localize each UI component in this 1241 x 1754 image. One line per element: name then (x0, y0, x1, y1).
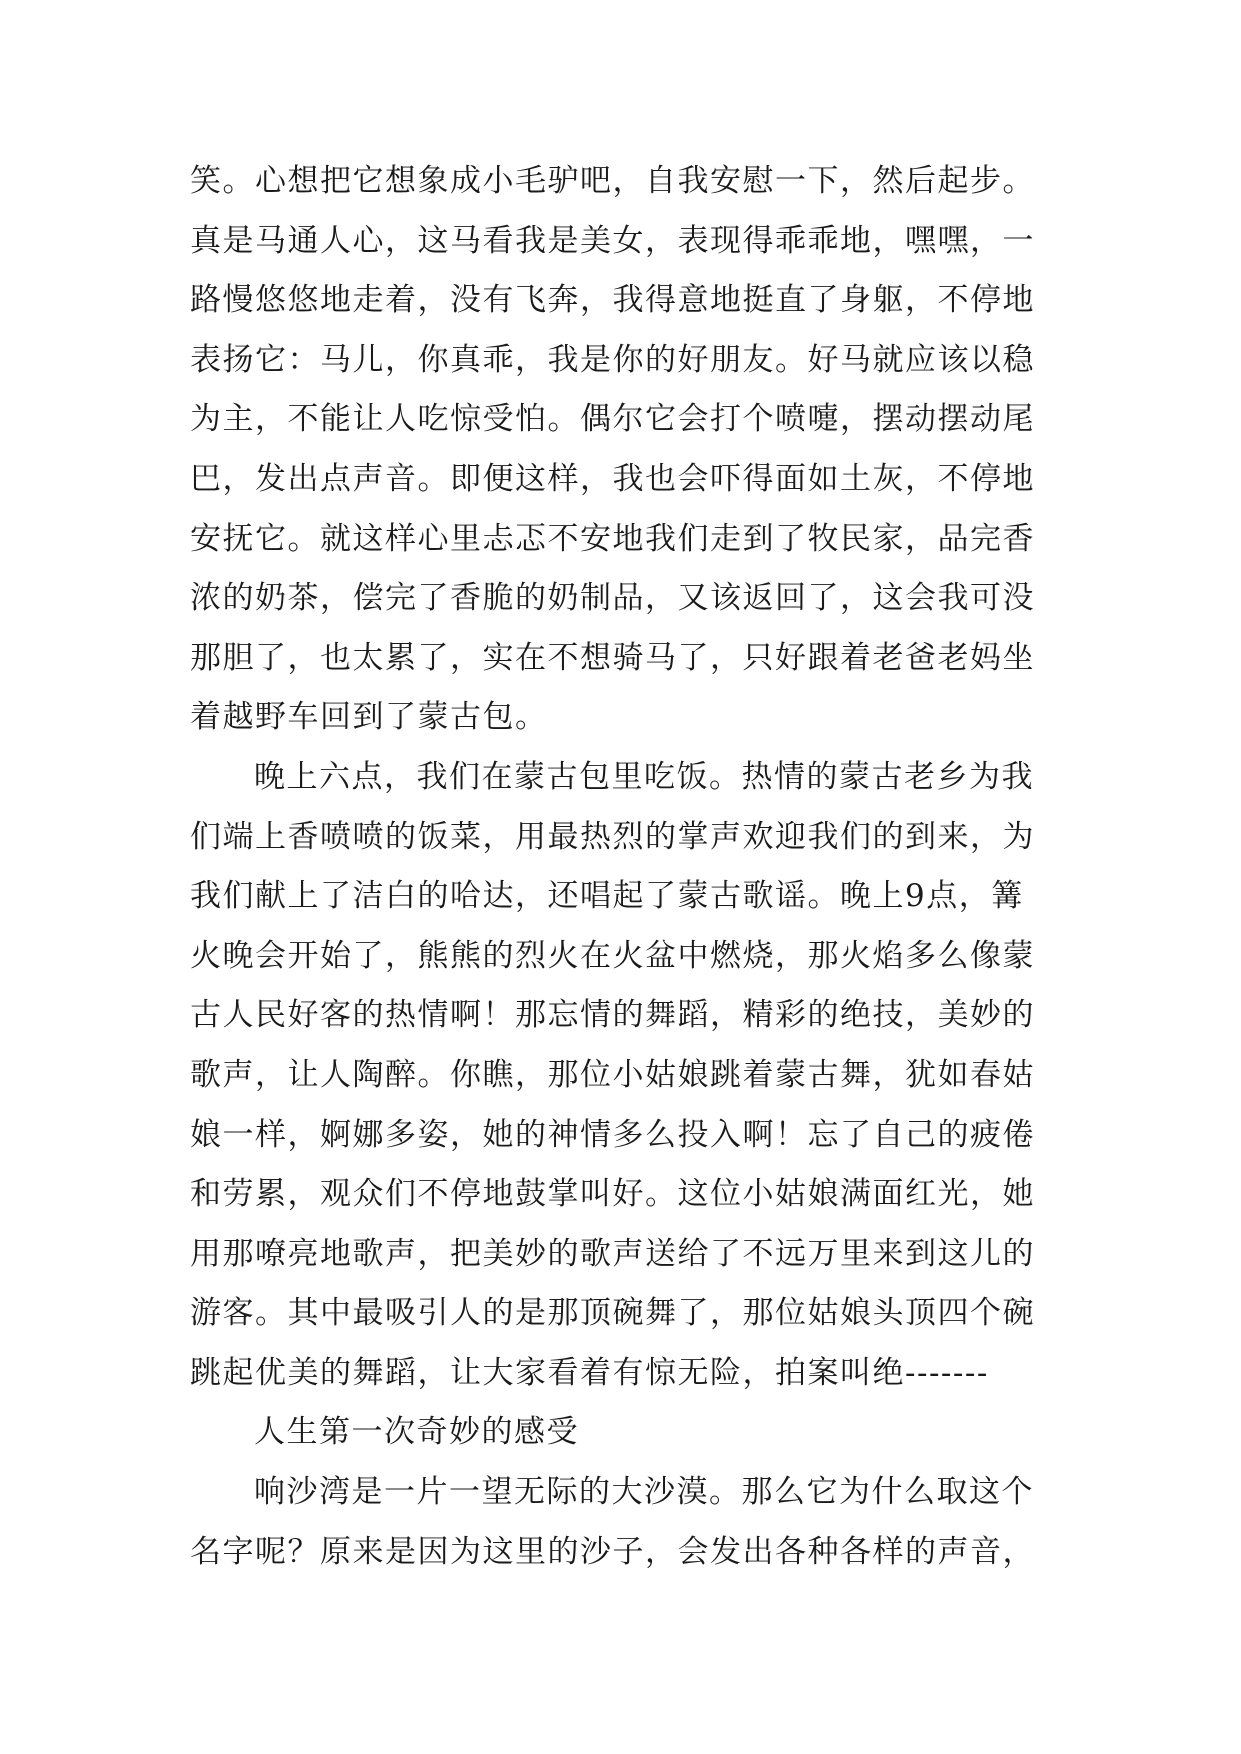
text-line: 巴，发出点声音。即便这样，我也会吓得面如土灰，不停地 (190, 460, 1035, 497)
text-line: 路慢悠悠地走着，没有飞奔，我得意地挺直了身躯，不停地 (190, 282, 1035, 319)
text-line: 们端上香喷喷的饭菜，用最热烈的掌声欢迎我们的到来，为 (190, 818, 1035, 855)
text-line: 跳起优美的舞蹈，让大家看着有惊无险，拍案叫绝------- (190, 1354, 989, 1391)
text-line: 笑。心想把它想象成小毛驴吧，自我安慰一下，然后起步。 (190, 163, 1035, 199)
text-line: 游客。其中最吸引人的是那顶碗舞了，那位姑娘头顶四个碗 (190, 1295, 1035, 1332)
text-line: 古人民好客的热情啊！那忘情的舞蹈，精彩的绝技，美妙的 (190, 997, 1035, 1034)
text-line: 娘一样，婀娜多姿，她的神情多么投入啊！忘了自己的疲倦 (190, 1116, 1035, 1153)
text-line: 我们献上了洁白的哈达，还唱起了蒙古歌谣。晚上9点，篝 (190, 878, 1024, 915)
text-line: 表扬它：马儿，你真乖，我是你的好朋友。好马就应该以稳 (190, 341, 1035, 378)
text-line: 和劳累，观众们不停地鼓掌叫好。这位小姑娘满面红光，她 (190, 1176, 1035, 1213)
text-line: 为主，不能让人吃惊受怕。偶尔它会打个喷嚏，摆动摆动尾 (190, 401, 1035, 438)
text-line: 那胆了，也太累了，实在不想骑马了，只好跟着老爸老妈坐 (190, 639, 1035, 676)
text-line: 响沙湾是一片一望无际的大沙漠。那么它为什么取这个 (254, 1474, 1034, 1511)
text-line: 浓的奶茶，偿完了香脆的奶制品，又该返回了，这会我可没 (190, 580, 1035, 617)
text-line: 晚上六点，我们在蒙古包里吃饭。热情的蒙古老乡为我 (254, 758, 1034, 795)
text-line: 火晚会开始了，熊熊的烈火在火盆中燃烧，那火焰多么像蒙 (190, 937, 1035, 974)
body-text (190, 152, 1070, 1582)
text-line: 歌声，让人陶醉。你瞧，那位小姑娘跳着蒙古舞，犹如春姑 (190, 1056, 1035, 1093)
text-line: 着越野车回到了蒙古包。 (190, 699, 548, 736)
text-line: 安抚它。就这样心里忐忑不安地我们走到了牧民家，品完香 (190, 520, 1035, 557)
text-line: 名字呢？原来是因为这里的沙子，会发出各种各样的声音， (190, 1533, 1035, 1570)
text-line: 用那嘹亮地歌声，把美妙的歌声送给了不远万里来到这儿的 (190, 1235, 1035, 1272)
text-line: 人生第一次奇妙的感受 (254, 1414, 579, 1451)
text-line: 真是马通人心，这马看我是美女，表现得乖乖地，嘿嘿，一 (190, 222, 1035, 259)
